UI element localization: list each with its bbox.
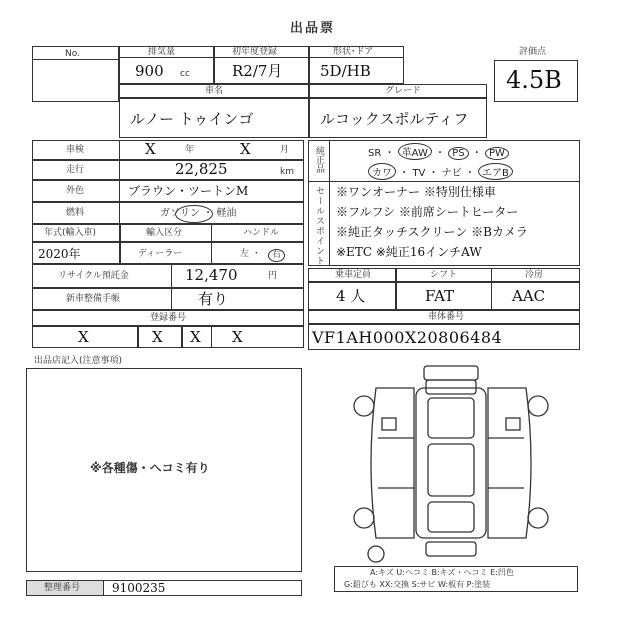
car-name-value: ルノー トゥインゴ bbox=[130, 110, 254, 128]
car-wheel-rr bbox=[528, 508, 548, 528]
car-right-door-line bbox=[488, 438, 524, 488]
no-label-divider bbox=[32, 46, 119, 60]
displacement-unit: cc bbox=[180, 69, 190, 79]
import-type-label: 輸入区分 bbox=[146, 228, 183, 238]
reg-number-value-3: X bbox=[190, 328, 201, 346]
selling-point-4: ※ETC ※純正16インチAW bbox=[336, 245, 482, 259]
control-number-label: 整理番号 bbox=[44, 583, 81, 593]
car-name-label: 車名 bbox=[205, 86, 224, 96]
selling-point-3: ※純正タッチスクリーン ※Bカメラ bbox=[336, 225, 528, 239]
ac-value: AAC bbox=[512, 287, 546, 305]
car-trunk bbox=[428, 502, 474, 532]
notes-label: 出品店記入(注意事項) bbox=[34, 356, 123, 366]
equip-row-2: カワ ・ TV ・ ナビ ・ エアB bbox=[368, 163, 513, 180]
fuel-label: 燃料 bbox=[66, 208, 85, 218]
mileage-unit: km bbox=[280, 167, 294, 177]
score-value: 4.5B bbox=[506, 66, 562, 94]
first-reg-label: 初年度登録 bbox=[232, 47, 278, 57]
car-right-side bbox=[488, 388, 531, 538]
recycle-value: 12,470 bbox=[185, 266, 238, 284]
car-wheel-fr bbox=[528, 396, 548, 416]
equip-row-1: SR ・ 革AW ・ PS ・ PW bbox=[368, 143, 509, 160]
car-right-mirror bbox=[506, 418, 520, 430]
no-label: No. bbox=[65, 49, 80, 59]
inspection-month: X bbox=[240, 140, 251, 158]
shape-label: 形状･ドア bbox=[333, 47, 374, 57]
shape-value: 5D/HB bbox=[320, 62, 371, 80]
car-windshield bbox=[426, 380, 476, 394]
reg-number-value-4: X bbox=[232, 328, 243, 346]
car-cabin bbox=[428, 444, 474, 496]
legend-line-1: A:キズ U:ヘコミ B:キズ・ヘコミ E:凹色 bbox=[370, 568, 514, 577]
capacity-label: 乗車定員 bbox=[335, 270, 372, 280]
handle-option-right: 右 bbox=[268, 249, 285, 262]
car-left-mirror bbox=[382, 418, 396, 430]
capacity-value: 4 人 bbox=[336, 287, 366, 305]
car-rear-bumper bbox=[426, 542, 476, 556]
inspection-year: X bbox=[145, 140, 156, 158]
inspection-label: 車検 bbox=[66, 145, 85, 155]
reg-number-label: 登録番号 bbox=[150, 313, 187, 323]
options-side-label-points: セールスポイント bbox=[314, 186, 324, 266]
spare-tire-circle bbox=[368, 546, 384, 562]
car-left-side bbox=[371, 388, 414, 538]
fuel-options: ガソリン ・ 軽油 bbox=[160, 208, 237, 219]
chassis-value: VF1AH000X20806484 bbox=[312, 328, 503, 347]
recycle-label: リサイクル預託金 bbox=[58, 271, 129, 281]
displacement-label: 排気量 bbox=[148, 47, 176, 57]
selling-point-1: ※ワンオーナー ※特別仕様車 bbox=[336, 185, 496, 199]
control-number-value: 9100235 bbox=[112, 581, 166, 595]
year-import-label: 年式(輸入車) bbox=[44, 228, 97, 238]
score-label: 評価点 bbox=[519, 47, 547, 57]
car-front-bumper bbox=[424, 366, 478, 380]
exterior-value: ブラウン・ツートンM bbox=[128, 184, 249, 198]
handle-label: ハンドル bbox=[243, 228, 280, 238]
equip-pw: PW bbox=[485, 147, 509, 160]
displacement-value: 900 bbox=[135, 62, 164, 80]
car-left-door-line bbox=[378, 438, 414, 488]
inspection-month-label: 月 bbox=[280, 145, 290, 155]
manual-label: 新車整備手帳 bbox=[66, 294, 121, 304]
exterior-label: 外色 bbox=[66, 186, 85, 196]
car-roof bbox=[416, 388, 486, 538]
first-reg-value: R2/7月 bbox=[232, 62, 283, 80]
grade-value: ルコックスポルティフ bbox=[320, 110, 469, 128]
page-title: 出品票 bbox=[290, 21, 336, 36]
legend-line-2: G:鉛びも XX:交換 S:サビ W:板有 P:塗装 bbox=[344, 580, 491, 589]
reg-number-value-1: X bbox=[78, 328, 89, 346]
car-wheel-fl bbox=[354, 396, 374, 416]
mileage-value: 22,825 bbox=[175, 160, 228, 178]
car-hood bbox=[428, 398, 474, 438]
notes-text: ※各種傷・ヘコミ有り bbox=[90, 461, 210, 475]
handle-option-left: 左 ・ bbox=[240, 249, 261, 259]
equip-navi: ナビ bbox=[441, 168, 462, 179]
equip-kawa: カワ bbox=[368, 163, 396, 180]
selling-point-2: ※フルフシ ※前席シートヒーター bbox=[336, 205, 519, 219]
equip-sr: SR bbox=[368, 148, 382, 159]
equip-airbag: エアB bbox=[478, 163, 513, 180]
equip-tv: TV bbox=[412, 168, 426, 179]
year-import-value: 2020年 bbox=[38, 247, 81, 261]
shift-value: FAT bbox=[425, 287, 455, 305]
mileage-label: 走行 bbox=[66, 165, 85, 175]
grade-label: グレード bbox=[385, 86, 422, 96]
inspection-year-label: 年 bbox=[185, 145, 195, 155]
ac-label: 冷房 bbox=[525, 270, 544, 280]
import-type-value: ディーラー bbox=[138, 249, 183, 259]
manual-value: 有り bbox=[198, 290, 229, 308]
recycle-unit: 円 bbox=[268, 271, 278, 281]
car-wheel-rl bbox=[354, 508, 374, 528]
fuel-selected-circle bbox=[175, 205, 213, 223]
chassis-label: 車体番号 bbox=[428, 312, 465, 322]
shift-label: シフト bbox=[430, 270, 458, 280]
car-damage-diagram bbox=[336, 358, 580, 568]
equip-ps: PS bbox=[448, 147, 468, 160]
equip-leather-aw: 革AW bbox=[398, 143, 432, 160]
reg-number-value-2: X bbox=[152, 328, 163, 346]
options-side-label-genuine: 純正品 bbox=[314, 146, 324, 173]
